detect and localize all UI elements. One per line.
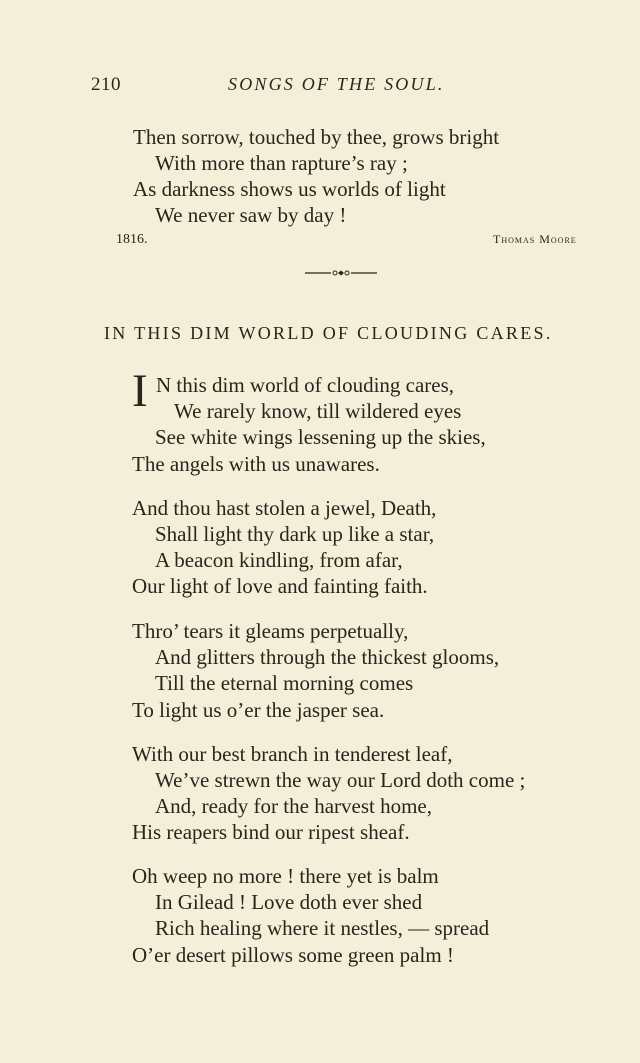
poem-line: A beacon kindling, from afar, (155, 548, 403, 572)
poem-line: With our best branch in tenderest leaf, (132, 742, 453, 766)
poem-line: The angels with us unawares. (132, 452, 380, 476)
poem-line: Till the eternal morning comes (155, 671, 414, 695)
section-divider-ornament (305, 266, 377, 280)
poem-line: Oh weep no more ! there yet is balm (132, 864, 439, 888)
poem-line: Thro’ tears it gleams perpetually, (132, 619, 409, 643)
poem-line: And glitters through the thickest glooms, (155, 645, 500, 669)
poem-date: 1816. (116, 232, 148, 247)
poem-line: Rich healing where it nestles, — spread (155, 916, 490, 940)
poem-line: See white wings lessening up the skies, (155, 425, 486, 449)
poem-line: And, ready for the harvest home, (155, 794, 432, 818)
prev-poem-line: Then sorrow, touched by thee, grows bright (133, 125, 500, 149)
poem-author: Thomas Moore (493, 232, 577, 246)
poem-line: O’er desert pillows some green palm ! (132, 943, 454, 967)
poem-line: Shall light thy dark up like a star, (155, 522, 435, 546)
poem-line: And thou hast stolen a jewel, Death, (132, 496, 437, 520)
poem-line: We rarely know, till wildered eyes (174, 399, 462, 423)
poem-line: We’ve strewn the way our Lord doth come ; (155, 768, 526, 792)
poem-title: IN THIS DIM WORLD OF CLOUDING CARES. (104, 323, 553, 343)
poem-line: To light us o’er the jasper sea. (132, 698, 385, 722)
drop-cap: I (132, 365, 148, 417)
page-number: 210 (91, 74, 121, 95)
running-title: SONGS OF THE SOUL. (228, 74, 445, 94)
prev-poem-line: We never saw by day ! (155, 203, 347, 227)
prev-poem-line: With more than rapture’s ray ; (155, 151, 408, 175)
poem-line: Our light of love and fainting faith. (132, 574, 428, 598)
poem-line: His reapers bind our ripest sheaf. (132, 820, 410, 844)
poem-line: In Gilead ! Love doth ever shed (155, 890, 423, 914)
prev-poem-line: As darkness shows us worlds of light (133, 177, 446, 201)
poem-line: N this dim world of clouding cares, (156, 373, 455, 397)
